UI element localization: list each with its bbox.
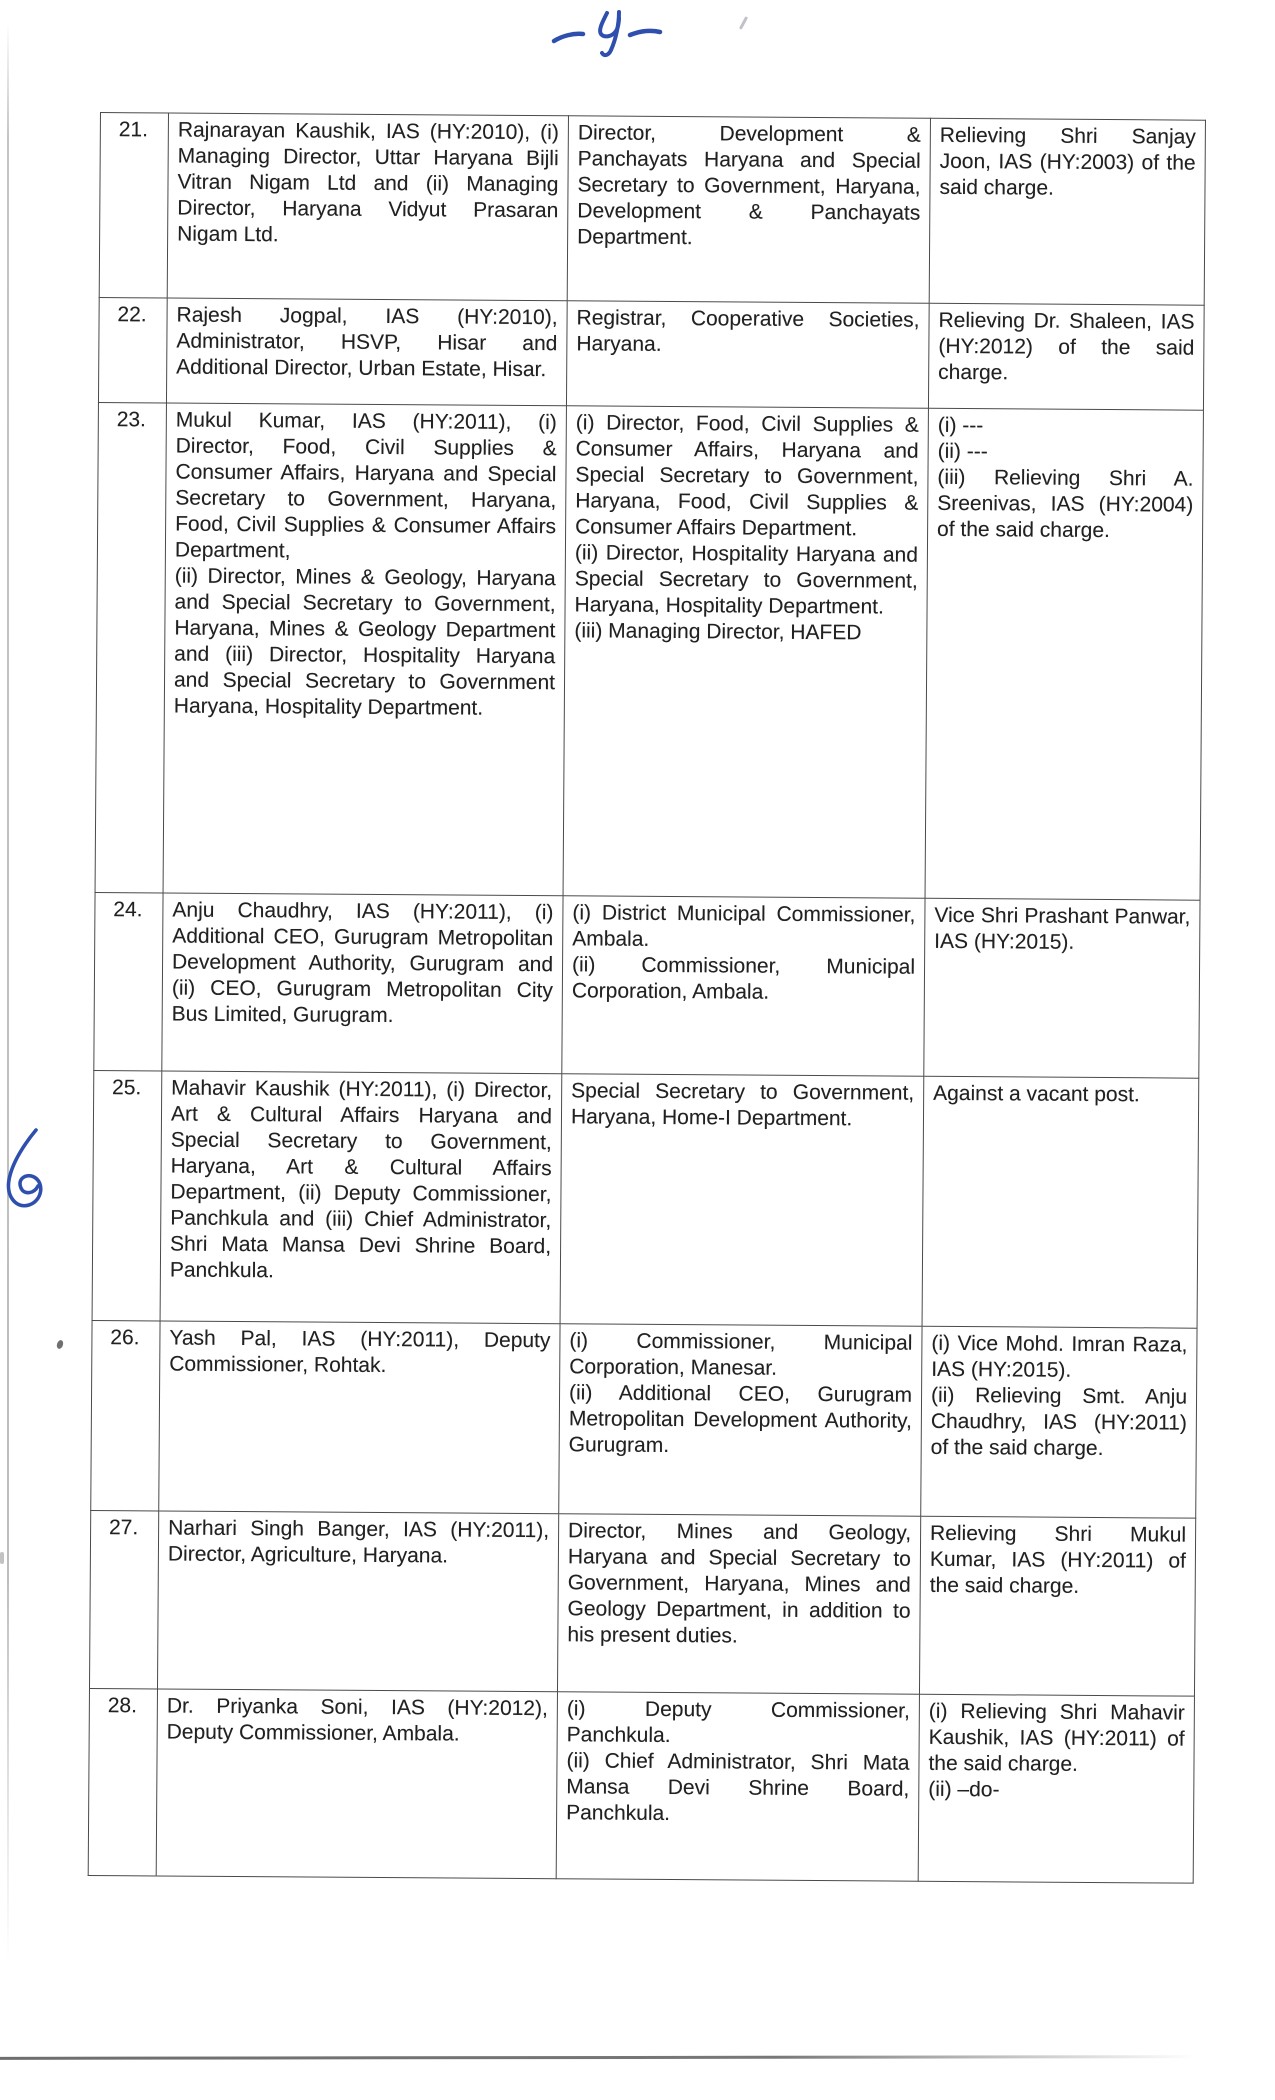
remarks-text: (i) ---	[937, 413, 984, 438]
serial-number: 22.	[117, 303, 147, 327]
serial-number-cell	[94, 892, 163, 1070]
table-row-28	[88, 1688, 1194, 1883]
remarks-cell	[924, 898, 1200, 1078]
officer-cell	[159, 1321, 560, 1514]
posting-text: (iii) Managing Director, HAFED	[574, 619, 862, 645]
remarks-cell	[921, 1326, 1197, 1518]
new-posting-cell	[566, 301, 929, 409]
new-posting-cell	[562, 896, 925, 1077]
officer-cell	[162, 893, 563, 1074]
officer-text: Rajesh Jogpal, IAS (HY:2010), Administrator, HSVP, Hisar and Additional Director, Urban Estate, Hisar.	[176, 303, 558, 382]
officer-text: Mahavir Kaushik (HY:2011), (i) Director, Art & Cultural Affairs Haryana and Special Secretary to Government, Haryana, Art & Cultural Affairs Department, (ii) Deputy Commissioner, Panchkula and (iii) Chief Administrator, Shri Mata Mansa Devi Shrine Board, Panchkula.	[169, 1076, 553, 1283]
remarks-cell	[929, 118, 1205, 305]
officer-cell	[156, 1689, 557, 1879]
new-posting-cell	[559, 1324, 922, 1517]
serial-number-cell	[99, 113, 168, 298]
table-row-27	[89, 1510, 1195, 1696]
serial-number-cell	[92, 1070, 162, 1320]
posting-text: Director, Development & Panchayats Haryana and Special Secretary to Government, Haryana, Development & Panchayats Department.	[577, 121, 921, 250]
serial-number: 24.	[113, 898, 143, 922]
officer-text: Yash Pal, IAS (HY:2011), Deputy Commissioner, Rohtak.	[169, 1326, 551, 1378]
handwritten-page-number-mark	[548, 4, 670, 62]
officer-cell	[166, 298, 567, 406]
posting-text: (i) Deputy Commissioner, Panchkula.	[566, 1697, 910, 1748]
officer-text: Dr. Priyanka Soni, IAS (HY:2012), Deputy Commissioner, Ambala.	[166, 1694, 548, 1746]
officer-text: Narhari Singh Banger, IAS (HY:2011), Director, Agriculture, Haryana.	[167, 1516, 550, 1568]
scan-artifact-left-edge-line	[7, 22, 9, 1962]
serial-number-cell	[95, 402, 166, 892]
officer-cell	[167, 113, 568, 301]
table-row-21	[99, 113, 1205, 306]
new-posting-cell	[560, 1074, 924, 1327]
remarks-text: (i) Relieving Shri Mahavir Kaushik, IAS (HY:2011) of the said charge.	[928, 1699, 1185, 1776]
remarks-cell	[925, 408, 1203, 900]
table-row-22	[98, 297, 1204, 410]
serial-number: 25.	[111, 1076, 142, 1100]
posting-text: (i) Director, Food, Civil Supplies & Consumer Affairs, Haryana and Special Secretary to Government, Haryana, Food, Civil Supplies & Consumer Affairs Department.	[575, 411, 919, 541]
scan-speck	[56, 1339, 64, 1349]
officer-text: Mukul Kumar, IAS (HY:2011), (i) Director, Food, Civil Supplies & Consumer Affairs, Haryana and Special Secretary to Government, Haryana, Food, Civil Supplies & Consumer Affairs Department,	[174, 408, 557, 563]
remarks-text: (ii) Relieving Smt. Anju Chaudhry, IAS (HY:2011) of the said charge.	[930, 1383, 1188, 1461]
transfer-order-table	[88, 112, 1206, 1884]
serial-number-cell	[98, 297, 167, 402]
remarks-text: Relieving Shri Sanjay Joon, IAS (HY:2003) of the said charge.	[939, 123, 1196, 200]
scan-speck	[0, 1552, 4, 1564]
serial-number-cell	[89, 1510, 158, 1688]
remarks-cell	[922, 1076, 1199, 1328]
new-posting-cell	[563, 406, 928, 899]
new-posting-cell	[556, 1692, 919, 1882]
officer-cell	[163, 403, 566, 896]
remarks-text: Relieving Dr. Shaleen, IAS (HY:2012) of the said charge.	[938, 308, 1195, 385]
serial-number: 27.	[108, 1516, 139, 1540]
posting-text: (ii) Additional CEO, Gurugram Metropolitan Development Authority, Gurugram.	[568, 1381, 913, 1458]
posting-text: (i) Commissioner, Municipal Corporation, Manesar.	[569, 1329, 913, 1380]
new-posting-cell	[557, 1514, 920, 1695]
table-row-25	[92, 1070, 1199, 1328]
officer-text: Rajnarayan Kaushik, IAS (HY:2010), (i) Managing Director, Uttar Haryana Bijli Vitran Nigam Ltd and (ii) Managing Director, Haryana Vidyut Prasaran Nigam Ltd.	[177, 118, 559, 247]
posting-text: Director, Mines and Geology, Haryana and Special Secretary to Government, Haryana, Mines and Geology Department, in addition to his present duties.	[567, 1519, 912, 1648]
serial-number: 28.	[107, 1694, 138, 1718]
remarks-cell	[928, 303, 1204, 410]
remarks-text: (iii) Relieving Shri A. Sreenivas, IAS (HY:2004) of the said charge.	[937, 465, 1194, 543]
officer-text: (ii) Director, Mines & Geology, Haryana and Special Secretary to Government, Haryana, Mines & Geology Department and (iii) Director, Hospitality Haryana and Special Secretary to Government Haryana, Hospitality Department.	[173, 564, 556, 720]
serial-number: 21.	[118, 118, 149, 142]
remarks-cell	[919, 1516, 1195, 1696]
officer-cell	[157, 1511, 558, 1692]
posting-text: Registrar, Cooperative Societies, Haryana.	[576, 306, 920, 356]
posting-text: (ii) Director, Hospitality Haryana and Special Secretary to Government, Haryana, Hospitality Department.	[574, 541, 919, 619]
remarks-text: Against a vacant post.	[933, 1081, 1140, 1107]
scan-speck	[739, 16, 748, 30]
handwritten-margin-squiggle	[0, 1122, 64, 1226]
serial-number: 23.	[116, 408, 147, 432]
remarks-text: Vice Shri Prashant Panwar, IAS (HY:2015).	[934, 903, 1191, 954]
table-row-26	[91, 1320, 1197, 1518]
serial-number-cell	[88, 1688, 157, 1875]
serial-number: 26.	[110, 1326, 140, 1350]
remarks-text: Relieving Shri Mukul Kumar, IAS (HY:2011) of the said charge.	[929, 1521, 1187, 1598]
officer-text: Anju Chaudhry, IAS (HY:2011), (i) Additional CEO, Gurugram Metropolitan Development Authority, Gurugram and (ii) CEO, Gurugram Metropolitan City Bus Limited, Gurugram.	[171, 898, 554, 1028]
remarks-text: (ii) –do-	[928, 1777, 1000, 1802]
posting-text: (ii) Commissioner, Municipal Corporation, Ambala.	[571, 953, 916, 1004]
posting-text: (ii) Chief Administrator, Shri Mata Mansa Devi Shrine Board, Panchkula.	[566, 1749, 910, 1826]
posting-text: Special Secretary to Government, Haryana, Home-I Department.	[570, 1079, 915, 1131]
remarks-text: (i) Vice Mohd. Imran Raza, IAS (HY:2015).	[931, 1331, 1188, 1382]
serial-number-cell	[91, 1320, 160, 1510]
table-row-23	[95, 402, 1203, 900]
scan-artifact-bottom-line	[0, 2055, 1195, 2060]
new-posting-cell	[567, 116, 930, 304]
officer-cell	[160, 1071, 562, 1324]
posting-text: (i) District Municipal Commissioner, Ambala.	[572, 901, 916, 951]
remarks-text: (ii) ---	[937, 439, 988, 464]
remarks-cell	[918, 1694, 1194, 1883]
table-row-24	[94, 892, 1200, 1078]
